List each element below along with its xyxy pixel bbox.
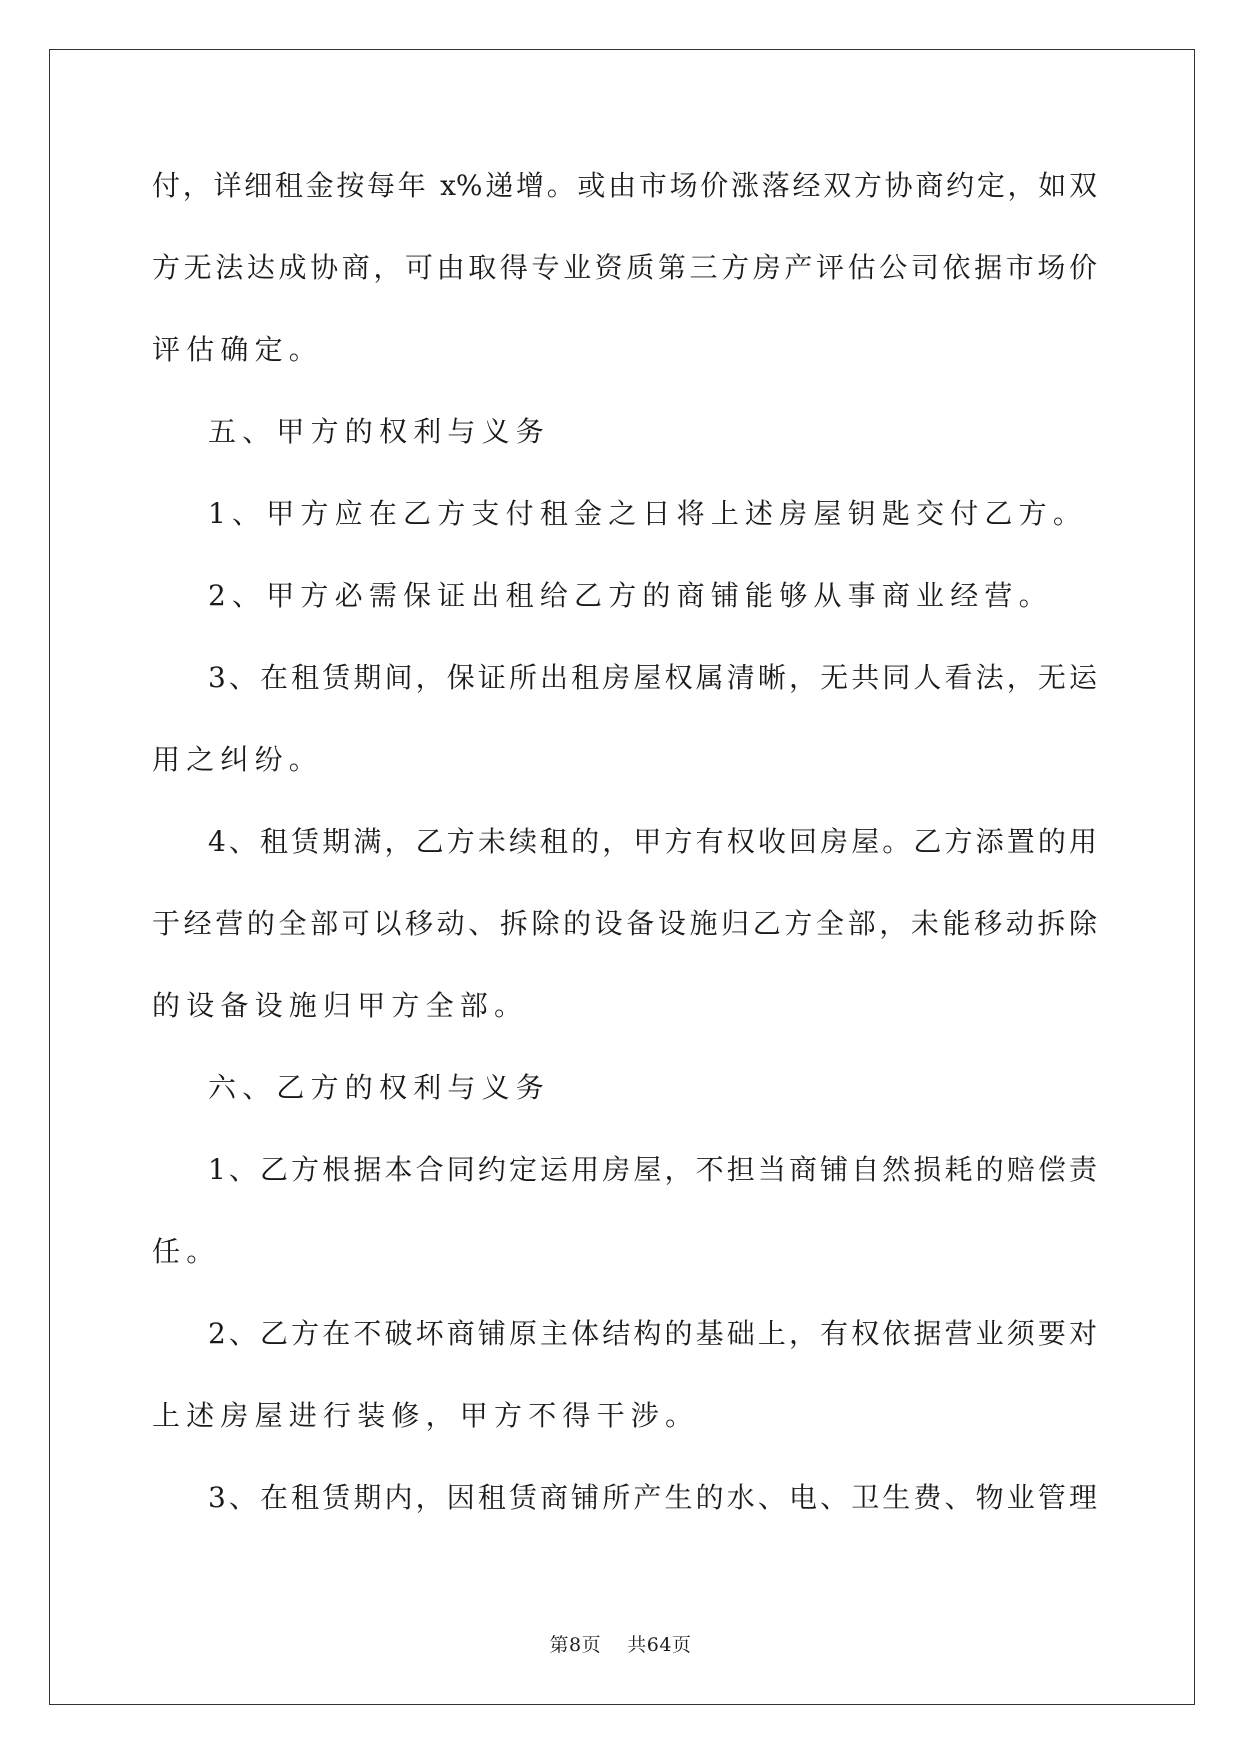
paragraph-line: 2、甲方必需保证出租给乙方的商铺能够从事商业经营。 bbox=[208, 579, 1053, 612]
total-prefix: 共 bbox=[627, 1634, 647, 1656]
paragraph-line: 用之纠纷。 bbox=[152, 743, 324, 776]
total-pages: 64 bbox=[646, 1634, 672, 1656]
paragraph-line: 3、在租赁期间，保证所出租房屋权属清晰，无共同人看法，无运 bbox=[208, 661, 1097, 694]
document-body bbox=[152, 160, 1097, 1554]
paragraph-line: 付，详细租金按每年 x%递增。或由市场价涨落经双方协商约定，如双 bbox=[152, 169, 1097, 202]
paragraph-line: 任。 bbox=[152, 1235, 221, 1268]
total-suffix: 页 bbox=[671, 1634, 692, 1656]
paragraph-line: 3、在租赁期内，因租赁商铺所产生的水、电、卫生费、物业管理 bbox=[208, 1481, 1097, 1514]
section-heading: 六、乙方的权利与义务 bbox=[208, 1071, 551, 1104]
page-prefix: 第 bbox=[549, 1634, 569, 1656]
paragraph-line: 2、乙方在不破坏商铺原主体结构的基础上，有权依据营业须要对 bbox=[208, 1317, 1097, 1350]
paragraph-line: 1、乙方根据本合同约定运用房屋，不担当商铺自然损耗的赔偿责 bbox=[208, 1153, 1097, 1186]
paragraph-line: 的设备设施归甲方全部。 bbox=[152, 989, 529, 1022]
paragraph-line: 方无法达成协商，可由取得专业资质第三方房产评估公司依据市场价 bbox=[152, 251, 1097, 284]
section-heading: 五、甲方的权利与义务 bbox=[208, 415, 551, 448]
paragraph-line: 4、租赁期满，乙方未续租的，甲方有权收回房屋。乙方添置的用 bbox=[208, 825, 1097, 858]
paragraph-line: 1、甲方应在乙方支付租金之日将上述房屋钥匙交付乙方。 bbox=[208, 497, 1088, 530]
page-number: 8 bbox=[569, 1634, 582, 1656]
paragraph-line: 评估确定。 bbox=[152, 333, 324, 366]
paragraph-line: 上述房屋进行装修，甲方不得干涉。 bbox=[152, 1399, 700, 1432]
page-suffix: 页 bbox=[581, 1634, 602, 1656]
page-footer bbox=[0, 1633, 1241, 1657]
paragraph-line: 于经营的全部可以移动、拆除的设备设施归乙方全部，未能移动拆除 bbox=[152, 907, 1097, 940]
